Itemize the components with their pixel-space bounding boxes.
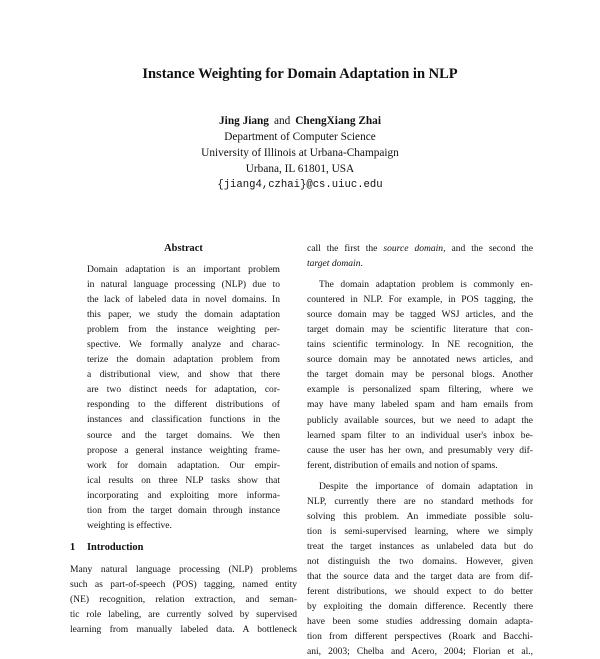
text-line: target domain. xyxy=(307,258,363,270)
text-line: have been some studies addressing domain adapta- xyxy=(307,616,533,628)
author-names xyxy=(0,113,600,129)
left-column xyxy=(70,241,297,637)
text-line: that the source data and the target data are from dif- xyxy=(307,570,533,582)
text-line: terize the domain adaptation problem from xyxy=(87,354,280,366)
text-line: call the first the source domain, and the second the xyxy=(307,243,533,254)
affiliation-line: Department of Computer Science xyxy=(224,131,376,143)
text-line: tains scientific terminology. In NE recognition, the xyxy=(307,339,533,351)
intro-paragraph xyxy=(70,562,297,637)
text-line: tion is semi-supervised learning, where we simply xyxy=(307,525,533,537)
text-line: may have many labeled spam and ham emails from xyxy=(307,399,533,411)
text-line: ical results on three NLP tasks show that xyxy=(87,474,280,486)
paper-title: Instance Weighting for Domain Adaptation in NLP xyxy=(142,66,458,82)
text-line: the target domain may be personal blogs. Another xyxy=(307,369,533,381)
text-line: source domain may be annotated news articles, and xyxy=(307,354,533,366)
text-line: responding to the different distributions of xyxy=(87,399,280,411)
author-conjunction: and xyxy=(273,115,291,127)
affiliation-line: Urbana, IL 61801, USA xyxy=(245,163,355,175)
text-line: are two distinct needs for adaptation, cor- xyxy=(87,384,280,396)
text-line: the lack of labeled data in novel domains. In xyxy=(87,294,280,306)
text-line: such as part-of-speech (POS) tagging, named entity xyxy=(70,578,297,590)
text-line: treat the target instances as unlabeled data but do xyxy=(307,540,533,552)
section-title: Introduction xyxy=(87,541,144,553)
text-line: learned spam filter to an individual user's inbox be- xyxy=(307,429,533,441)
section-heading xyxy=(70,540,297,555)
affiliation-line: University of Illinois at Urbana-Champaign xyxy=(201,147,399,159)
text-line: tion from the target domain through instance xyxy=(87,504,280,516)
emphasis: target domain xyxy=(307,258,361,270)
author-block xyxy=(0,113,600,193)
text-line: propose a general instance weighting frame- xyxy=(87,444,280,456)
text-line: tic role labeling, are currently solved by supervised xyxy=(70,608,297,620)
text-line: countered in NLP. For example, in POS tagging, the xyxy=(307,294,533,306)
text-line: not distinguish the two domains. However, given xyxy=(307,555,533,567)
text-line: source and the target domains. We then xyxy=(87,429,280,441)
paragraph xyxy=(307,277,533,473)
text-line: target domain may be scientific literature that con- xyxy=(307,324,533,336)
text-line: Despite the importance of domain adaptation in xyxy=(319,480,533,492)
text-line: NLP, currently there are no standard methods for xyxy=(307,495,533,507)
text-line: weighting is effective. xyxy=(87,519,172,531)
text-line: Domain adaptation is an important problem xyxy=(87,264,280,275)
paragraph xyxy=(307,479,533,659)
section-number: 1 xyxy=(70,541,76,553)
text-line: The domain adaptation problem is commonly en- xyxy=(319,279,533,291)
text-line: cause the user has her own, and presumably very dif- xyxy=(307,444,533,456)
author-name: ChengXiang Zhai xyxy=(295,115,381,127)
text-line: this paper, we study the domain adaptation xyxy=(87,309,280,321)
text-line: tion from different perspectives (Roark and Bacchi- xyxy=(307,631,533,643)
text-line: a distributional view, and show that there xyxy=(87,369,280,381)
text-line: in natural language processing (NLP) due to xyxy=(87,279,280,291)
text-line: ferent distributions, we should expect to do better xyxy=(307,586,533,598)
text-line: by exploiting the domain difference. Recently there xyxy=(307,601,533,613)
text-line: (NE) recognition, relation extraction, and seman- xyxy=(70,593,297,605)
text-line: spective. We formally analyze and charac- xyxy=(87,339,280,351)
abstract-body xyxy=(87,262,280,533)
text-line: Many natural language processing (NLP) problems xyxy=(70,563,297,575)
emphasis: source domain xyxy=(383,243,444,254)
text-line: solving this problem. An immediate possible solu- xyxy=(307,510,533,522)
abstract-heading: Abstract xyxy=(164,243,203,254)
text-line: work for domain adaptation. Our empir- xyxy=(87,459,280,471)
text-line: ani, 2003; Chelba and Acero, 2004; Florian et al., xyxy=(307,646,533,658)
text-line: source domain may be tagged WSJ articles, and the xyxy=(307,309,533,321)
text-line: publicly available sources, but we need to adapt the xyxy=(307,414,533,426)
paragraph xyxy=(307,241,533,271)
text-line: problem from the instance weighting per- xyxy=(87,324,280,336)
right-column xyxy=(307,241,533,659)
text-line: learning from manually labeled data. A bottleneck xyxy=(70,624,297,636)
text-line: incorporating and exploiting more informa- xyxy=(87,489,280,501)
text-line: example is personalized spam filtering, where we xyxy=(307,384,533,396)
text-line: instances and classification functions in the xyxy=(87,414,280,426)
author-email: {jiang4,czhai}@cs.uiuc.edu xyxy=(217,179,383,191)
text-line: ferent, distribution of emails and notion of spams. xyxy=(307,459,498,471)
author-name: Jing Jiang xyxy=(219,115,269,127)
